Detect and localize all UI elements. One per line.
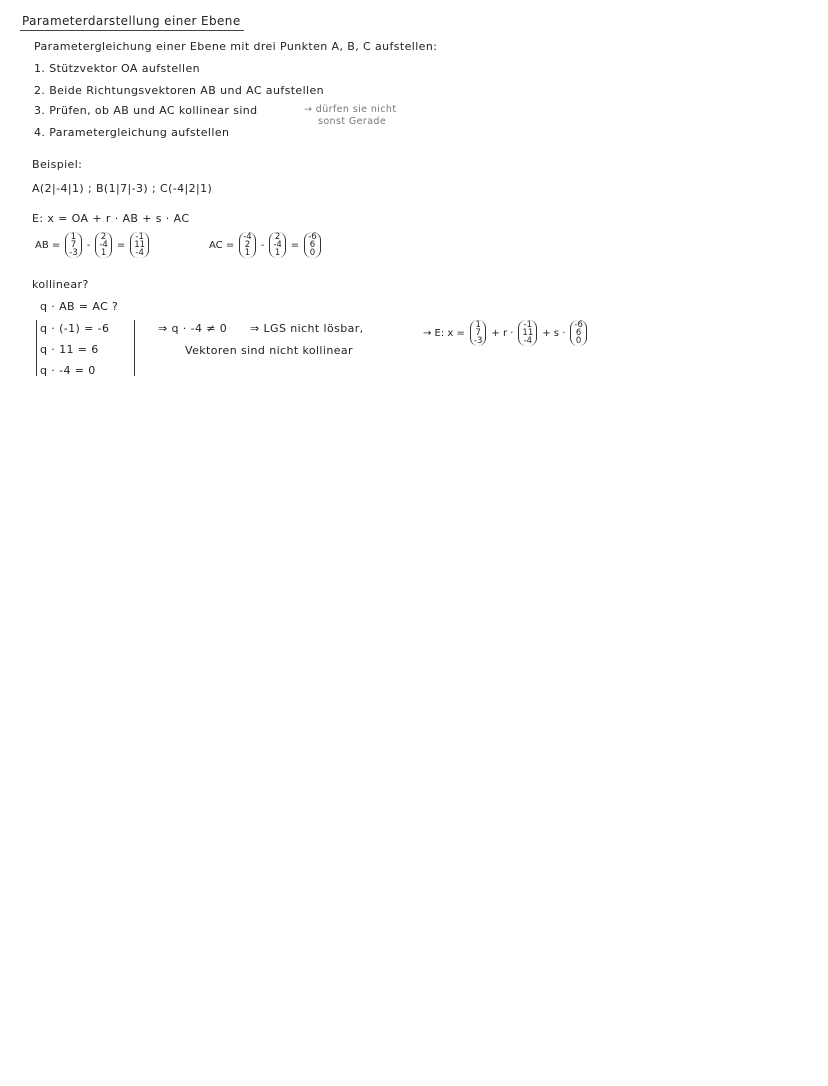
title-underline [20, 30, 244, 31]
lgs-row-3: q · -4 = 0 [40, 364, 96, 377]
step-2: 2. Beide Richtungsvektoren AB und AC aufstellen [34, 84, 325, 97]
lgs-left-bar [36, 320, 37, 376]
side-note-line-1: → dürfen sie nicht [304, 104, 397, 115]
plane-equation: E: x = OA + r · AB + s · AC [32, 212, 190, 225]
lgs-row-2: q · 11 = 6 [40, 343, 99, 356]
lgs-row-1: q · (-1) = -6 [40, 322, 110, 335]
lgs-right-bar [134, 320, 135, 376]
points-text: A(2|-4|1) ; B(1|7|-3) ; C(-4|2|1) [32, 182, 213, 195]
minus-sign: - [260, 239, 265, 251]
equals-sign: = [116, 239, 126, 251]
final-direction-vector-2: -6 6 0 [570, 320, 586, 346]
ab-vector-2: 2 -4 1 [95, 232, 111, 258]
step-3: 3. Prüfen, ob AB und AC kollinear sind [34, 104, 258, 117]
kollinear-label: kollinear? [32, 278, 89, 291]
final-direction-vector-1: -1 11 -4 [518, 320, 537, 346]
final-prefix: → E: x = [423, 327, 465, 339]
example-label: Beispiel: [32, 158, 83, 171]
intro-text: Parametergleichung einer Ebene mit drei Punkten A, B, C aufstellen: [34, 40, 438, 53]
ac-vector-2: 2 -4 1 [269, 232, 285, 258]
conclusion-2: ⇒ LGS nicht lösbar, [250, 322, 364, 335]
ab-result-vector: -1 11 -4 [130, 232, 149, 258]
minus-sign: - [86, 239, 91, 251]
side-note-line-2: sonst Gerade [318, 116, 387, 127]
equals-sign: = [290, 239, 300, 251]
conclusion-3: Vektoren sind nicht kollinear [185, 344, 353, 357]
final-s-term: + s · [542, 327, 566, 339]
step-4: 4. Parametergleichung aufstellen [34, 126, 230, 139]
ac-computation [206, 232, 323, 258]
ac-label: AC = [209, 239, 235, 251]
kollinear-equation: q · AB = AC ? [40, 300, 119, 313]
final-support-vector: 1 7 -3 [470, 320, 486, 346]
ab-computation [32, 232, 151, 258]
final-r-term: + r · [491, 327, 514, 339]
ac-vector-1: -4 2 1 [239, 232, 255, 258]
conclusion-1: ⇒ q · -4 ≠ 0 [158, 322, 228, 335]
ab-vector-1: 1 7 -3 [65, 232, 81, 258]
step-1: 1. Stützvektor OA aufstellen [34, 62, 200, 75]
page-title: Parameterdarstellung einer Ebene [22, 14, 241, 28]
final-equation [420, 320, 589, 346]
ac-result-vector: -6 6 0 [304, 232, 320, 258]
ab-label: AB = [35, 239, 61, 251]
